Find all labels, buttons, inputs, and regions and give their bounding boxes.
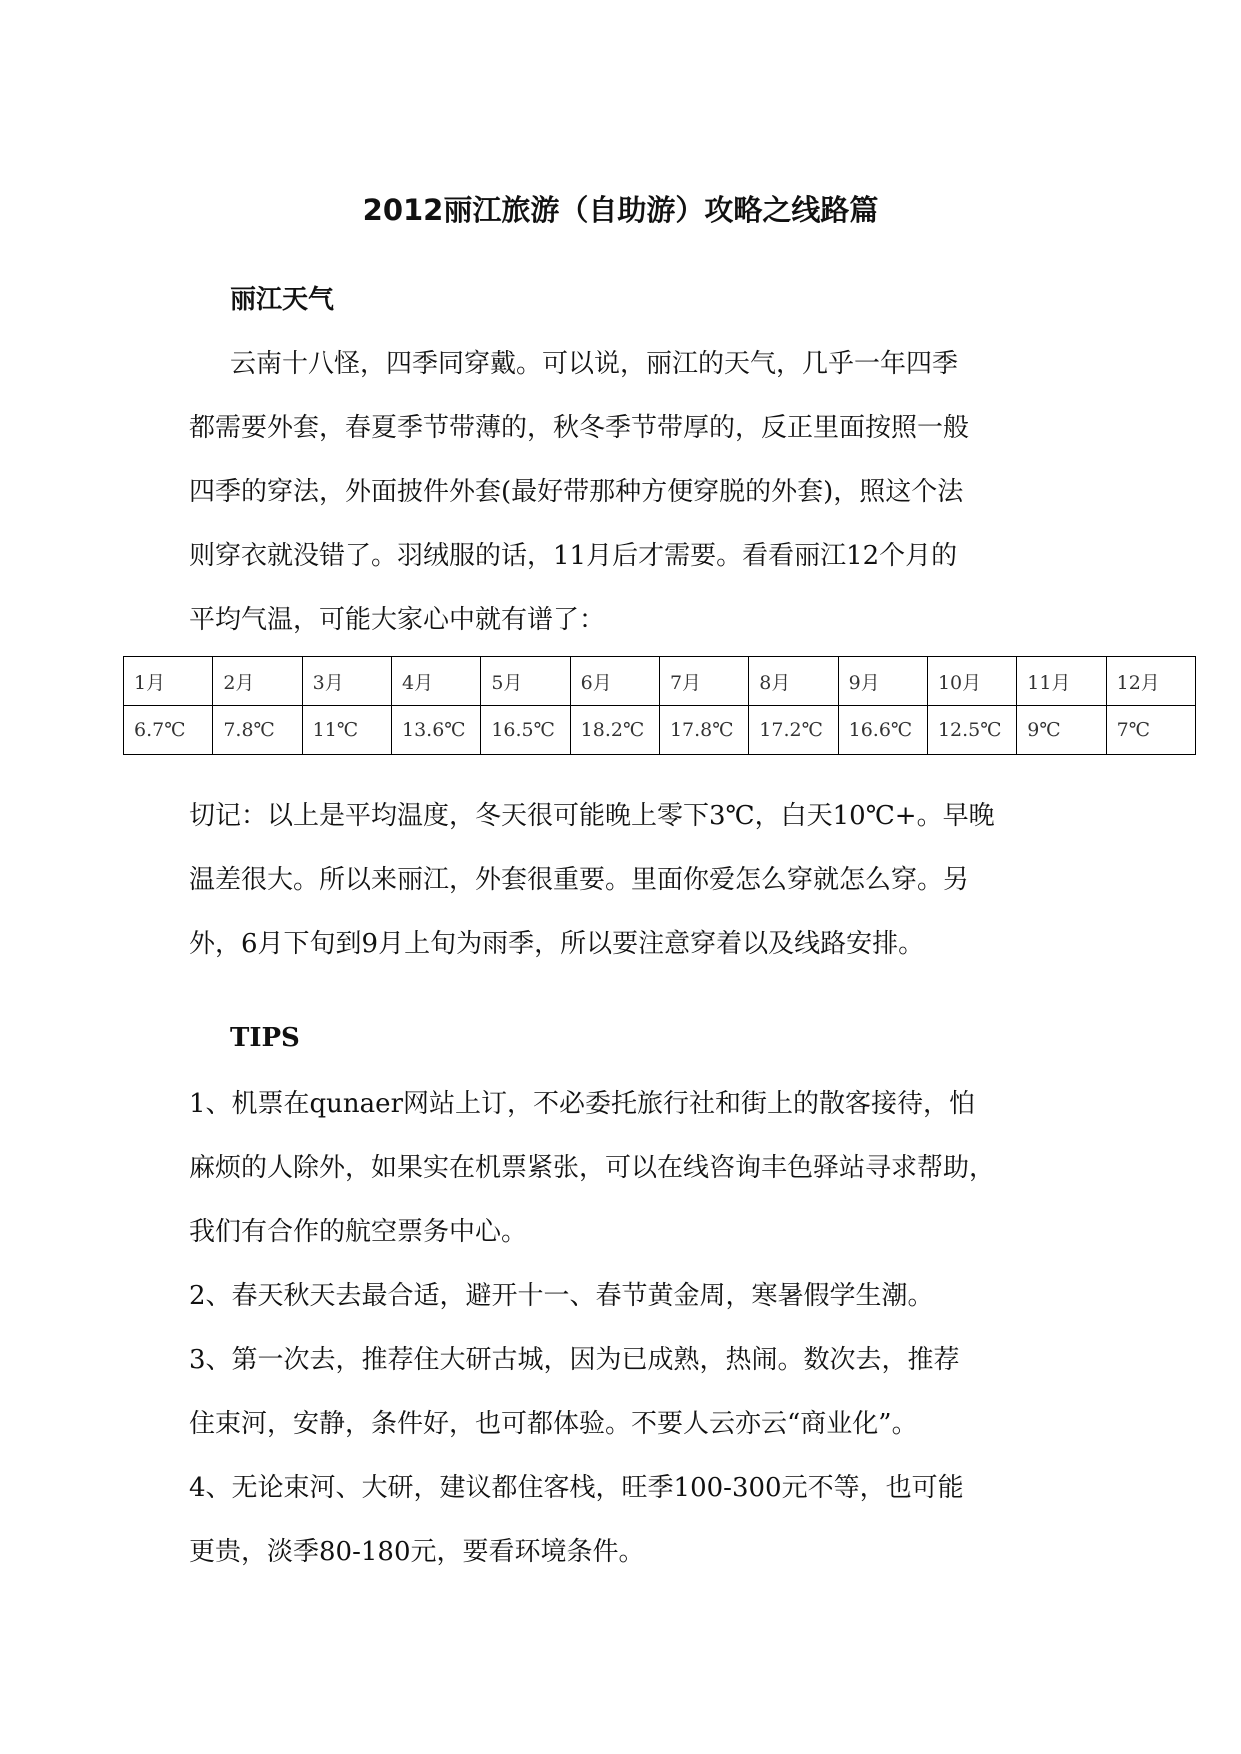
month-cell: 1月: [124, 657, 213, 706]
tip-line: 更贵，淡季80-180元，要看环境条件。: [189, 1537, 645, 1567]
month-cell: 7月: [659, 657, 748, 706]
temperature-cell: 6.7℃: [124, 706, 213, 755]
tip-line: 2、春天秋天去最合适，避开十一、春节黄金周，寒暑假学生潮。: [189, 1281, 934, 1311]
tip-line: 1、机票在qunaer网站上订，不必委托旅行社和街上的散客接待，怕: [189, 1089, 975, 1119]
month-cell: 6月: [570, 657, 659, 706]
weather-line: 则穿衣就没错了。羽绒服的话，11月后才需要。看看丽江12个月的: [189, 541, 958, 571]
month-cell: 10月: [927, 657, 1016, 706]
tip-line: 4、无论束河、大研，建议都住客栈，旺季100-300元不等，也可能: [189, 1473, 964, 1503]
month-cell: 5月: [481, 657, 570, 706]
temperature-row: [124, 706, 1196, 755]
temperature-cell: 11℃: [302, 706, 391, 755]
month-cell: 2月: [213, 657, 302, 706]
tip-line: 麻烦的人除外，如果实在机票紧张，可以在线咨询丰色驿站寻求帮助，: [189, 1153, 996, 1183]
tips-heading: TIPS: [230, 1023, 300, 1053]
note-line: 切记：以上是平均温度，冬天很可能晚上零下3℃，白天10℃+。早晚: [189, 801, 995, 831]
document-title: 2012丽江旅游（自助游）攻略之线路篇: [362, 193, 879, 227]
temperature-cell: 18.2℃: [570, 706, 659, 755]
note-line: 外，6月下旬到9月上旬为雨季，所以要注意穿着以及线路安排。: [189, 929, 925, 959]
temperature-cell: 12.5℃: [927, 706, 1016, 755]
month-cell: 4月: [391, 657, 480, 706]
weather-line: 平均气温，可能大家心中就有谱了：: [189, 605, 606, 635]
month-cell: 11月: [1017, 657, 1106, 706]
temperature-cell: 17.8℃: [659, 706, 748, 755]
weather-heading: 丽江天气: [230, 285, 335, 315]
month-cell: 8月: [749, 657, 838, 706]
temperature-cell: 16.5℃: [481, 706, 570, 755]
tips-list: [189, 1072, 1054, 1584]
tip-line: 我们有合作的航空票务中心。: [189, 1217, 528, 1247]
temperature-cell: 7.8℃: [213, 706, 302, 755]
weather-line: 四季的穿法，外面披件外套(最好带那种方便穿脱的外套)，照这个法: [189, 477, 964, 507]
month-cell: 12月: [1106, 657, 1195, 706]
temperature-table: [123, 656, 1196, 755]
weather-line: 都需要外套，春夏季节带薄的，秋冬季节带厚的，反正里面按照一般: [189, 413, 970, 443]
tip-line: 3、第一次去，推荐住大研古城，因为已成熟，热闹。数次去，推荐: [189, 1345, 960, 1375]
temperature-cell: 9℃: [1017, 706, 1106, 755]
month-row: [124, 657, 1196, 706]
temperature-cell: 16.6℃: [838, 706, 927, 755]
note-line: 温差很大。所以来丽江，外套很重要。里面你爱怎么穿就怎么穿。另: [189, 865, 970, 895]
temperature-cell: 17.2℃: [749, 706, 838, 755]
temperature-cell: 7℃: [1106, 706, 1195, 755]
weather-paragraph: [189, 332, 1054, 652]
note-paragraph: [189, 784, 1054, 976]
weather-line: 云南十八怪，四季同穿戴。可以说，丽江的天气，几乎一年四季: [230, 349, 959, 379]
month-cell: 9月: [838, 657, 927, 706]
tip-line: 住束河，安静，条件好，也可都体验。不要人云亦云“商业化”。: [189, 1409, 918, 1439]
month-cell: 3月: [302, 657, 391, 706]
temperature-cell: 13.6℃: [391, 706, 480, 755]
